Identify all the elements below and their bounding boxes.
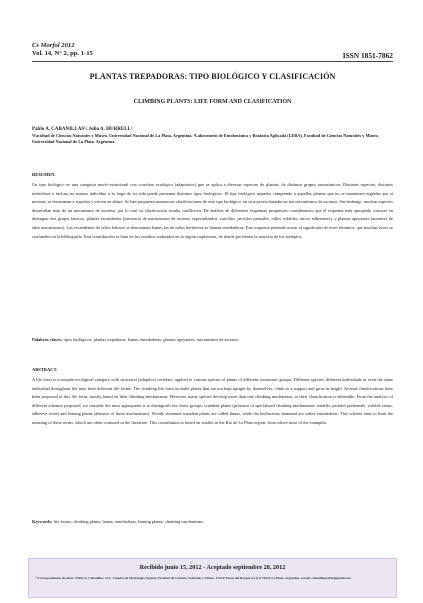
english-title: CLIMBING PLANTS: LIFE FORM AND CLASIFICATION <box>133 99 292 105</box>
spanish-title: PLANTAS TREPADORAS: TIPO BIOLÓGICO Y CLASIFICACIÓN <box>89 72 336 81</box>
footer-box <box>28 558 397 598</box>
abstract-body: A life form is a morpho-ecological category with structural (adaptive) correlate, applied to various species of plants of different taxonomic groups. Different species, different individuals or even the same individual throughout life may have different life forms. The climbing life form includes plants that are not kept upright by themselves, climb to a support and grow in height. Several classifications have been proposed of this life form, mostly based on their climbing mechanisms. However, many species develop more than one climbing mechanism, so their classification is debatable. From the analysis of different schemes proposed, we consider the most appropriate is to distinguish two basic groups: scandent plants (presence of specialized climbing mechanisms: tendrils, petioles prehensile, voluble stems, adhesive roots) and leaning plants (absence of those mechanisms). Woody stemmed scandent plants are called lianas, while the herbaceous stemmed are called enredaderas. This scheme aims to limit the meaning of these terms, which are often confused in the literature. This contribution is based on studies in the Rio de La Plata region, from where most of the examples. <box>32 377 393 425</box>
volume-info: Vol. 14, N° 2, pp. 1-15 <box>32 50 93 57</box>
resumen-keywords-text: tipos biológicos, plantas trepadoras, lianas, enredaderas, plantas apoyantes, mecanismos de ascenso. <box>63 337 240 342</box>
issn-label: ISSN 1851-7862 <box>342 51 393 60</box>
correspondence-note: ¹ Correspondencia de autor: Pablo A. Cabanillas. CIC. Cátedra de Morfología Vegetal, Facultad de Ciencias Naturales y Museo. UNLP. Paseo del Bosque s/n (CP 1900). La Plata, Argentina. e-mail: cabanillaspablo@gmail.com <box>35 576 352 580</box>
author-affiliation: ¹Facultad de Ciencias Naturales y Museo, Universidad Nacional de La Plata. Argentina. ²Laboratorio de Etnobotánica y Botánica Aplicada (LEBA), Facultad de Ciencias Naturales y Museo, Universidad Nacional de La Plata. Argentina. <box>32 133 379 144</box>
abstract-keywords-label: Keywords: <box>32 519 53 524</box>
received-dates: Recibido junio 15, 2012 - Aceptado septiembre 28, 2012 <box>139 564 286 571</box>
resumen-keywords <box>32 337 393 343</box>
resumen-heading: RESUMEN. <box>32 172 56 177</box>
header-rule <box>32 61 393 62</box>
journal-header <box>32 42 93 58</box>
resumen-body: Un tipo biológico es una categoría morfo-estructural con correlato ecológico (adaptativo) que se aplica a diversas especies de plantas, de distintos grupos taxonómicos. Distintas especies, distintos individuos o incluso un mismo individuo a lo largo de su vida puede presentar distintos tipos biológicos. El tipo biológico trepador comprende a aquellas plantas que no se mantienen erguidas por sí mismas, se encaraman a soportes y crecen en altura. Se han propuesto numerosas clasificaciones de este tipo biológico, en su mayoría basadas en sus mecanismos de ascenso. Sin embargo, muchas especies desarrollan más de un mecanismo de ascenso, por lo cual su clasificación resulta conflictiva. De análisis de diferentes esquemas propuestos consideramos que el esquema más apropiado consiste en distinguir dos grupos básicos: plantas escandentes (presencia de mecanismos de ascenso especializados: zarcillos, peciolos prensiles, tallos volubles, raíces adherentes), y plantas apoyantes (ausencia de tales mecanismos). Las escandentes de tallos leñosos se denominan lianas, las de tallos herbáceos se llaman enredaderas. Este esquema pretende acotar el significado de estos términos, que muchas veces se confunden en la bibliografía. Esta contribución se basa en los estudios realizados en la región rioplatense, de donde provienen la mayoría de los ejemplos. <box>32 182 393 239</box>
journal-name: Cs Morfol 2012 <box>32 42 75 49</box>
abstract-keywords-text: life forms, climbing plants, lianas, enredaderas, leaning plants, climbing mechanisms. <box>53 519 205 524</box>
resumen-keywords-label: Palabras claves: <box>32 337 63 342</box>
abstract-keywords <box>32 519 393 525</box>
author-list: Pablo A. CABANILLAS¹; Julio A. HURRELL² <box>32 127 133 132</box>
abstract-heading: ABSTRACT. <box>32 367 58 372</box>
